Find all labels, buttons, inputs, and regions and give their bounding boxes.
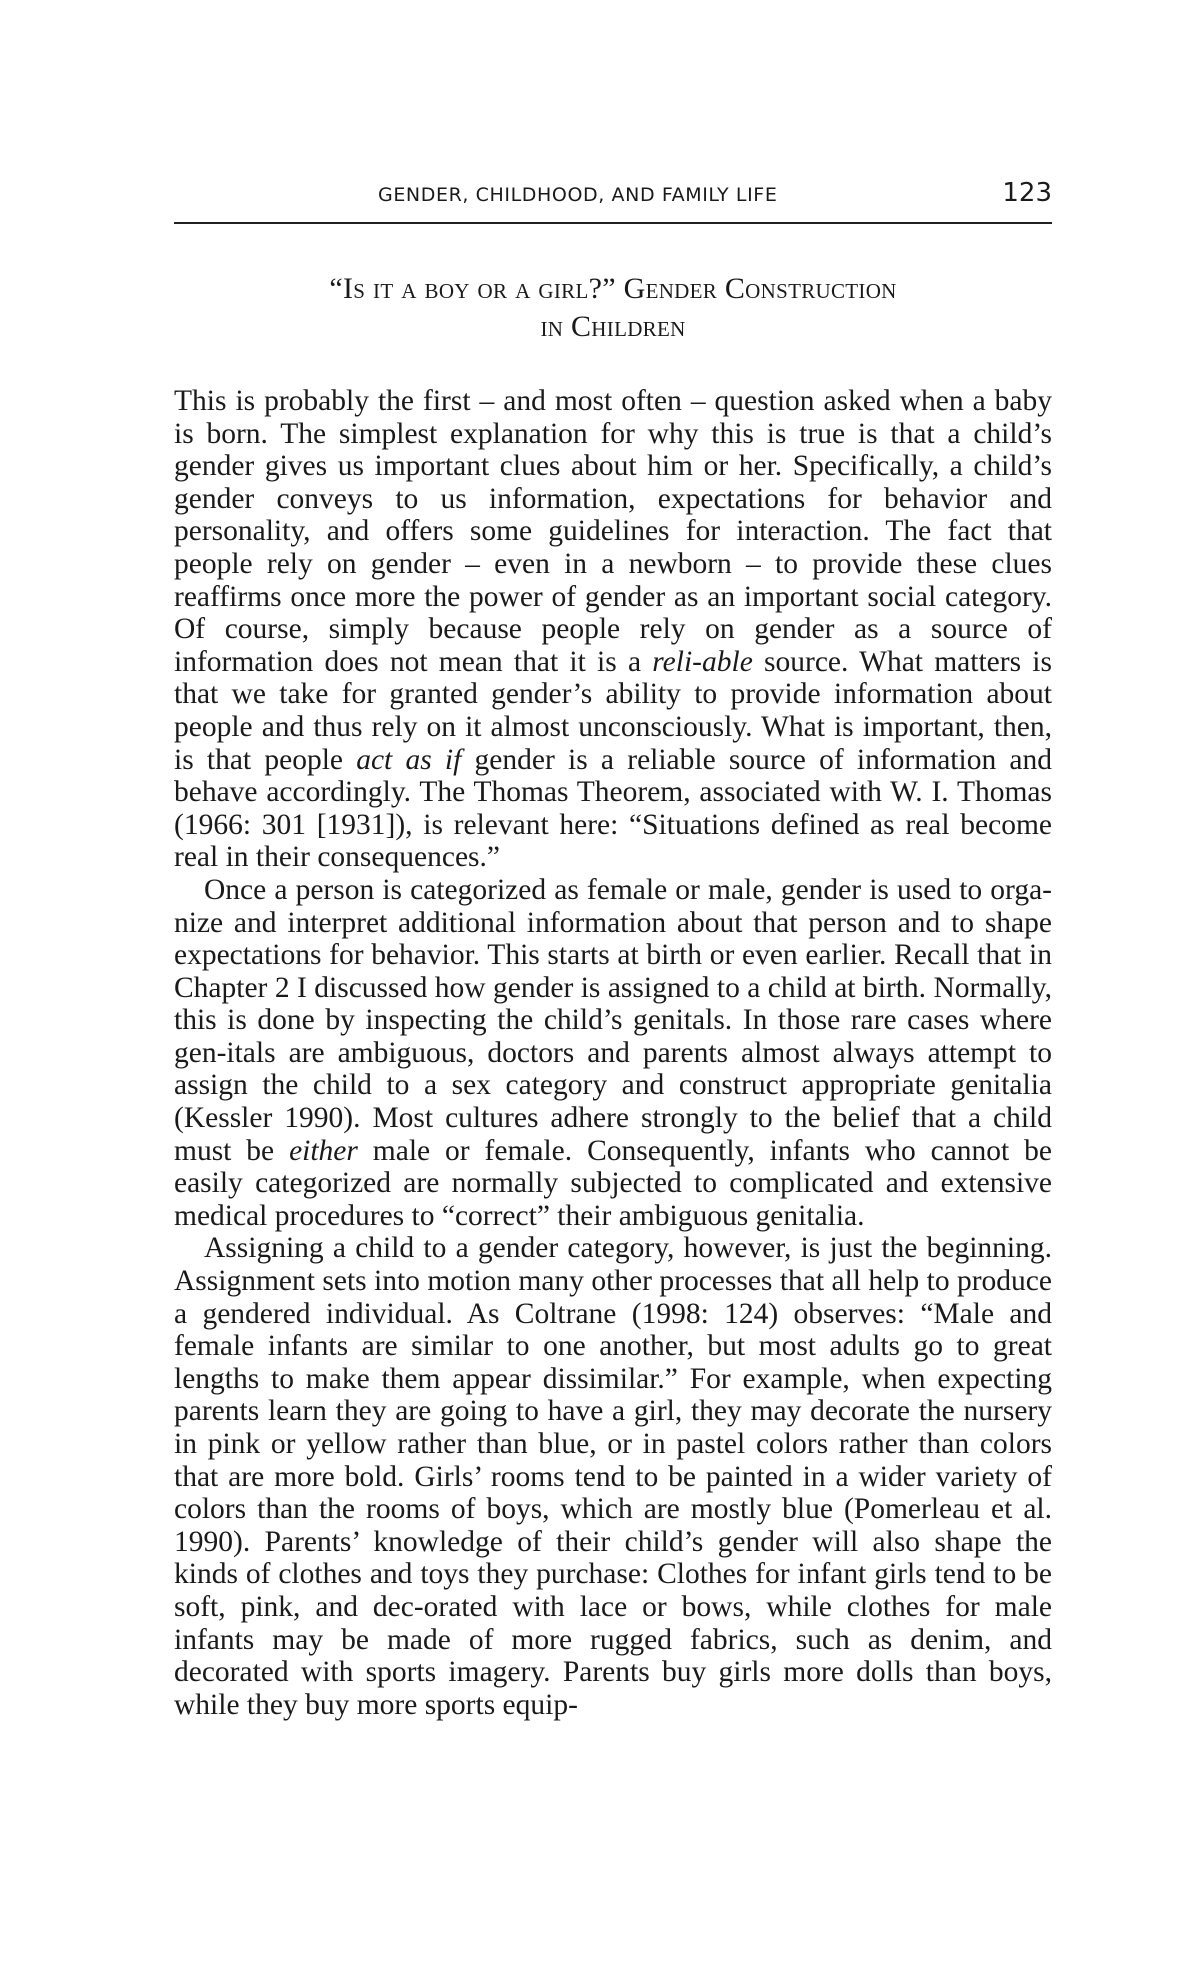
paragraph-2-text-b: male or female. Consequently, infants who cannot be easily categorized are normally subjected to complicated and extensive medical procedures to “correct” their ambiguous genitalia. <box>174 1134 1053 1232</box>
paragraph-1-text-c: gender is a reliable source of information and behave accordingly. The Thomas Theorem, associated with W. I. Thomas (1966: 301 [1931]), is relevant here: “Situations defined as real become real in their consequences.” <box>174 743 1053 874</box>
paragraph-3: Assigning a child to a gender category, however, is just the beginning. Assignment sets into motion many other processes that all help to produce a gendered individual. As Coltrane (1998: 124) observes: “Male and female infants are similar to one another, but most adults go to great lengths to make them appear dissimilar.” For example, when expecting parents learn they are going to have a girl, they may decorate the nursery in pink or yellow rather than blue, or in pastel colors rather than colors that are more bold. Girls’ rooms tend to be painted in a wider variety of colors than the rooms of boys, which are mostly blue (Pomerleau et al. 1990). Parents’ knowledge of their child’s gender will also shape the kinds of clothes and toys they purchase: Clothes for infant girls tend to be soft, pink, and dec-orated with lace or bows, while clothes for male infants may be made of more rugged fabrics, such as denim, and decorated with sports imagery. Parents buy girls more dolls than boys, while they buy more sports equip- <box>174 1232 1052 1721</box>
running-header <box>174 178 1052 224</box>
paragraph-1 <box>174 385 1052 874</box>
paragraph-2-text-a: Once a person is categorized as female or male, gender is used to orga-nize and interpret additional information about that person and to shape expectations for behavior. This starts at birth or even earlier. Recall that in Chapter 2 I discussed how gender is assigned to a child at birth. Normally, this is done by inspecting the child’s genitals. In those rare cases where gen-itals are ambiguous, doctors and parents almost always attempt to assign the child to a sex category and construct appropriate genitalia (Kessler 1990). Most cultures adhere strongly to the belief that a child must be <box>174 873 1052 1167</box>
paragraph-2-emphasis-either: either <box>289 1134 358 1167</box>
paragraph-1-emphasis-act-as-if: act as if <box>356 743 462 776</box>
page-number: 123 <box>1002 178 1052 208</box>
paragraph-2 <box>174 874 1052 1233</box>
paragraph-1-text-a: This is probably the first – and most often – question asked when a baby is born. The simplest explanation for why this is true is that a child’s gender gives us important clues about him or her. Specifically, a child’s gender conveys to us information, expectations for behavior and personality, and offers some guidelines for interaction. The fact that people rely on gender – even in a newborn – to provide these clues reaffirms once more the power of gender as an important social category. Of course, simply because people rely on gender as a source of information does not mean that it is a <box>174 385 1052 678</box>
running-title: GENDER, CHILDHOOD, AND FAMILY LIFE <box>378 184 778 206</box>
paragraph-1-emphasis-reliable: reli-able <box>652 645 753 678</box>
section-title-line-2: in Children <box>540 310 686 343</box>
section-title <box>174 270 1052 346</box>
section-title-line-1: “Is it a boy or a girl?” Gender Construction <box>329 272 897 305</box>
body-text <box>174 385 1052 1721</box>
paragraph-1-text-b: source. What matters is that we take for granted gender’s ability to provide information about people and thus rely on it almost unconsciously. What is important, then, is that people <box>174 645 1052 776</box>
